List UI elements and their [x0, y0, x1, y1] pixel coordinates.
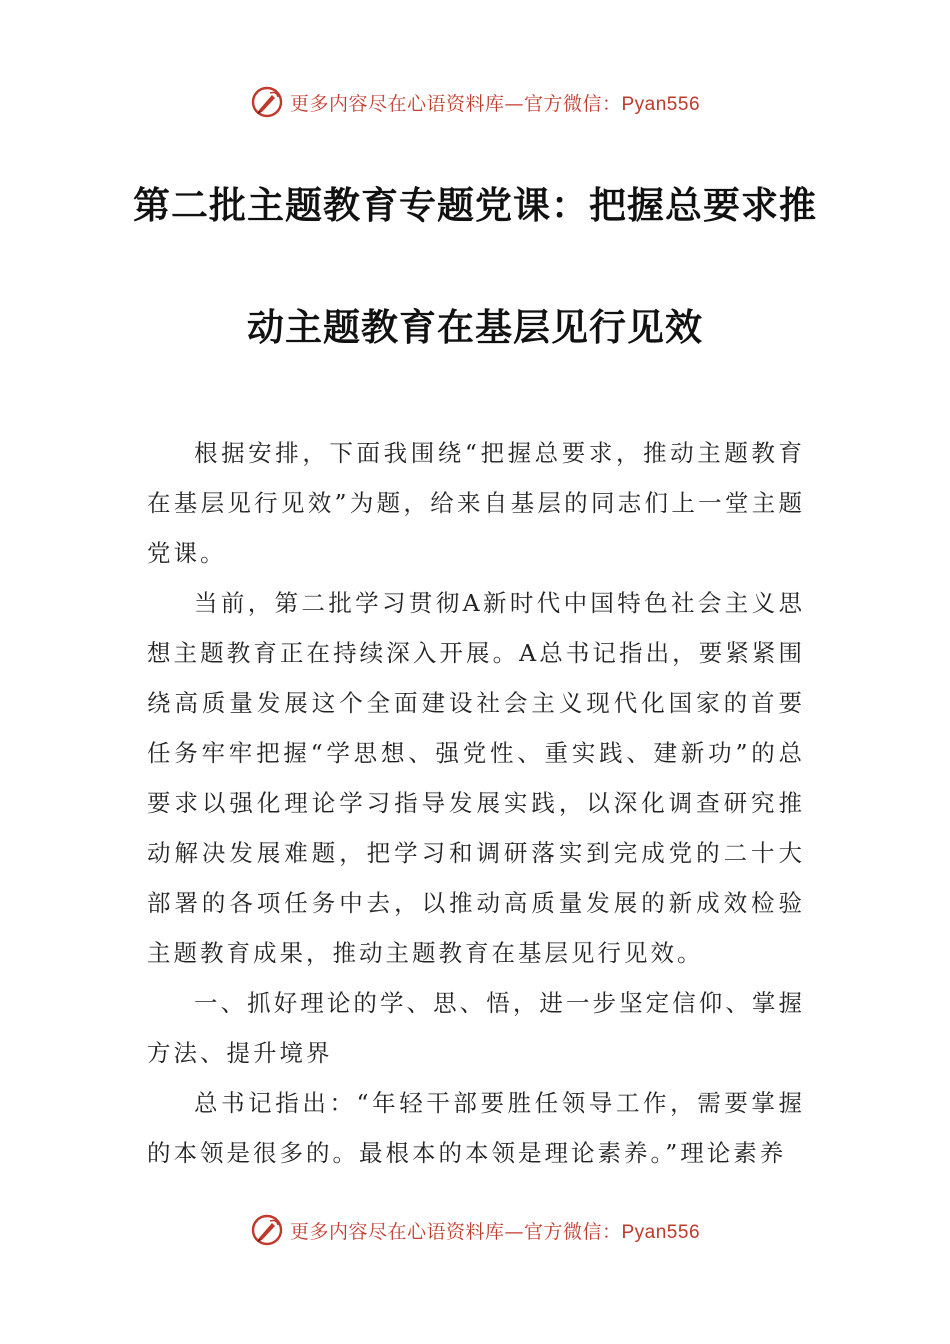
banner-text: [290, 89, 700, 116]
pen-logo-icon: [250, 85, 284, 119]
banner-separator: —: [504, 92, 524, 115]
document-title-line-1: 第二批主题教育专题党课：把握总要求推: [133, 183, 817, 227]
pen-logo-icon: [250, 1213, 284, 1247]
header-watermark-banner: [0, 82, 950, 122]
banner-site-name: 更多内容尽在心语资料库: [289, 1220, 505, 1243]
footer-watermark-banner: [0, 1210, 950, 1250]
document-title-line-2: 动主题教育在基层见行见效: [247, 305, 703, 349]
banner-site-name: 更多内容尽在心语资料库: [289, 92, 505, 115]
paragraph-intro: 根据安排，下面我围绕“把握总要求，推动主题教育在基层见行见效”为题，给来自基层的同志们上一堂主题党课。: [147, 439, 805, 567]
section-heading-1: 一、抓好理论的学、思、悟，进一步坚定信仰、掌握方法、提升境界: [147, 989, 805, 1067]
paragraph-quote: 总书记指出：“年轻干部要胜任领导工作，需要掌握的本领是很多的。最根本的本领是理论素养。”理论素养: [147, 1089, 805, 1167]
banner-wechat-label: 官方微信：: [523, 92, 622, 115]
banner-wechat-label: 官方微信：: [523, 1220, 622, 1243]
document-body: [147, 428, 805, 1178]
banner-separator: —: [504, 1220, 524, 1243]
banner-wechat-id: Pyan556: [621, 93, 701, 115]
banner-wechat-id: Pyan556: [621, 1221, 701, 1243]
banner-text: [290, 1217, 700, 1244]
paragraph-context: 当前，第二批学习贯彻A新时代中国特色社会主义思想主题教育正在持续深入开展。A总书记指出，要紧紧围绕高质量发展这个全面建设社会主义现代化国家的首要任务牢牢把握“学思想、强党性、重实践、建新功”的总要求以强化理论学习指导发展实践，以深化调查研究推动解决发展难题，把学习和调研落实到完成党的二十大部署的各项任务中去，以推动高质量发展的新成效检验主题教育成果，推动主题教育在基层见行见效。: [147, 589, 805, 967]
